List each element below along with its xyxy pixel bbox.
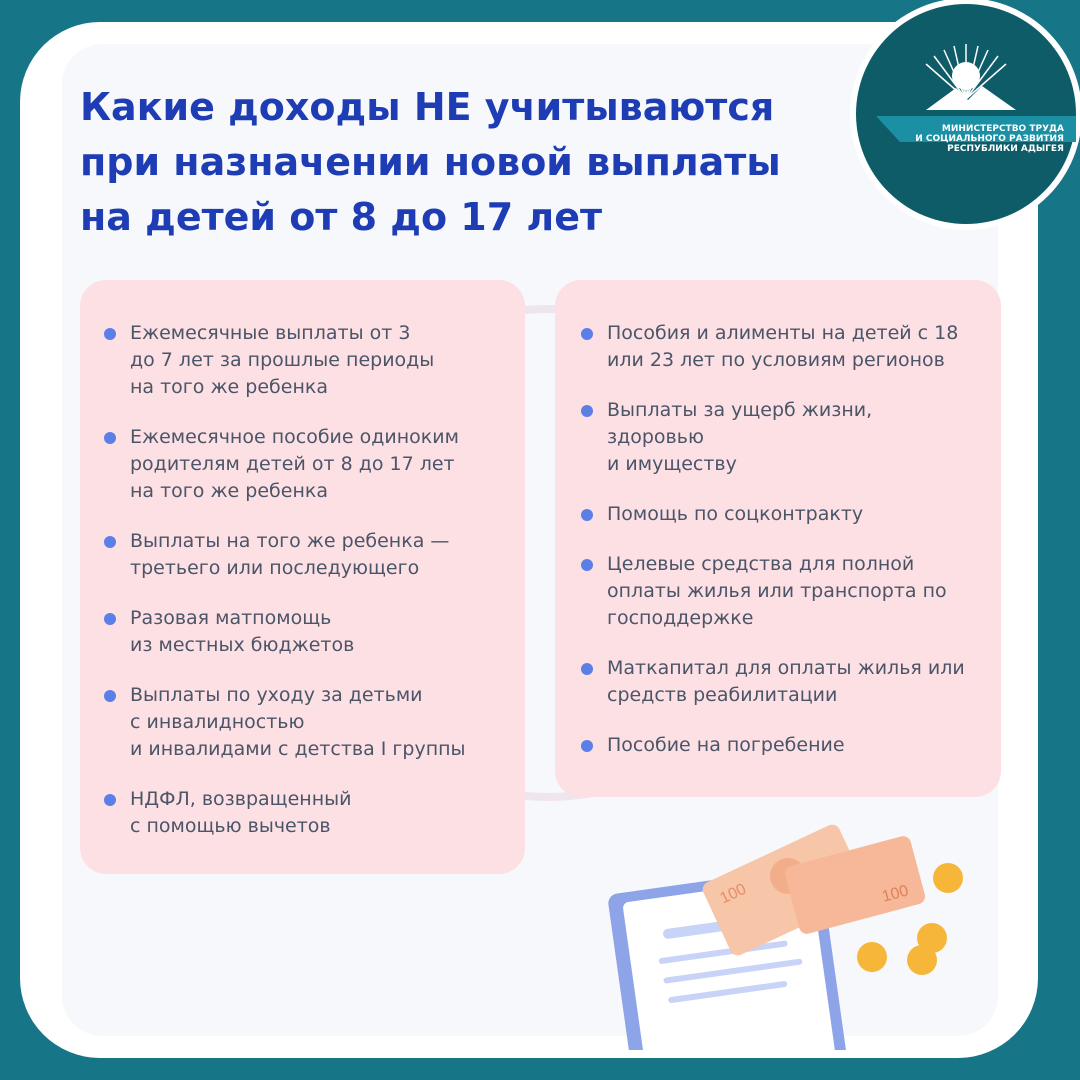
banknote-value: 100 xyxy=(717,880,749,908)
item-text: Выплаты за ущерб жизни, здоровью и имуществу xyxy=(607,399,873,475)
bullet-icon xyxy=(104,328,116,340)
item-text: Ежемесячные выплаты от 3 до 7 лет за прошлые периоды на того же ребенка xyxy=(130,322,435,398)
logo-line-2: И СОЦИАЛЬНОГО РАЗВИТИЯ xyxy=(915,134,1064,144)
item-text: Маткапитал для оплаты жилья или средств реабилитации xyxy=(607,657,965,706)
item-text: Пособия и алименты на детей с 18 или 23 лет по условиям регионов xyxy=(607,322,959,371)
left-income-list xyxy=(130,320,510,840)
title-line-1: Какие доходы НЕ учитываются xyxy=(80,85,775,129)
right-income-list xyxy=(607,320,987,759)
bullet-icon xyxy=(104,794,116,806)
item-text: Выплаты по уходу за детьми с инвалидностью и инвалидами с детства I группы xyxy=(130,684,466,760)
title-line-2: при назначении новой выплаты xyxy=(80,140,781,184)
logo-caption xyxy=(896,124,1064,154)
bullet-icon xyxy=(104,613,116,625)
left-income-panel xyxy=(80,280,525,874)
item-text: Целевые средства для полной оплаты жилья или транспорта по господдержке xyxy=(607,553,947,629)
bullet-icon xyxy=(104,690,116,702)
banknote-value: 100 xyxy=(880,882,911,906)
list-item xyxy=(130,528,510,582)
title-line-3: на детей от 8 до 17 лет xyxy=(80,195,603,239)
item-text: Выплаты на того же ребенка — третьего или последующего xyxy=(130,530,450,579)
list-item xyxy=(607,655,987,709)
ministry-logo xyxy=(856,4,1076,224)
bullet-icon xyxy=(581,405,593,417)
bullet-icon xyxy=(581,663,593,675)
emblem-icon xyxy=(856,4,1076,124)
list-item xyxy=(607,551,987,632)
list-item xyxy=(130,424,510,505)
list-item xyxy=(130,605,510,659)
list-item xyxy=(607,501,987,528)
logo-line-1: МИНИСТЕРСТВО ТРУДА xyxy=(941,124,1064,134)
coin-icon xyxy=(907,945,937,975)
bullet-icon xyxy=(104,536,116,548)
list-item xyxy=(607,320,987,374)
coin-icon xyxy=(933,863,963,893)
item-text: НДФЛ, возвращенный с помощью вычетов xyxy=(130,788,352,837)
list-item xyxy=(130,320,510,401)
bullet-icon xyxy=(104,432,116,444)
list-item xyxy=(130,682,510,763)
bottom-strip xyxy=(0,1058,1080,1080)
list-item xyxy=(607,732,987,759)
bullet-icon xyxy=(581,740,593,752)
list-item xyxy=(130,786,510,840)
page-title xyxy=(80,80,840,245)
list-item xyxy=(607,397,987,478)
logo-line-3: РЕСПУБЛИКИ АДЫГЕЯ xyxy=(947,144,1064,154)
item-text: Разовая матпомощь из местных бюджетов xyxy=(130,607,355,656)
money-document-illustration xyxy=(600,810,980,1050)
bullet-icon xyxy=(581,559,593,571)
item-text: Помощь по соцконтракту xyxy=(607,503,864,525)
right-income-panel xyxy=(555,280,1001,797)
coin-icon xyxy=(857,942,887,972)
bullet-icon xyxy=(581,328,593,340)
item-text: Пособие на погребение xyxy=(607,734,845,756)
item-text: Ежемесячное пособие одиноким родителям детей от 8 до 17 лет на того же ребенка xyxy=(130,426,459,502)
bullet-icon xyxy=(581,509,593,521)
